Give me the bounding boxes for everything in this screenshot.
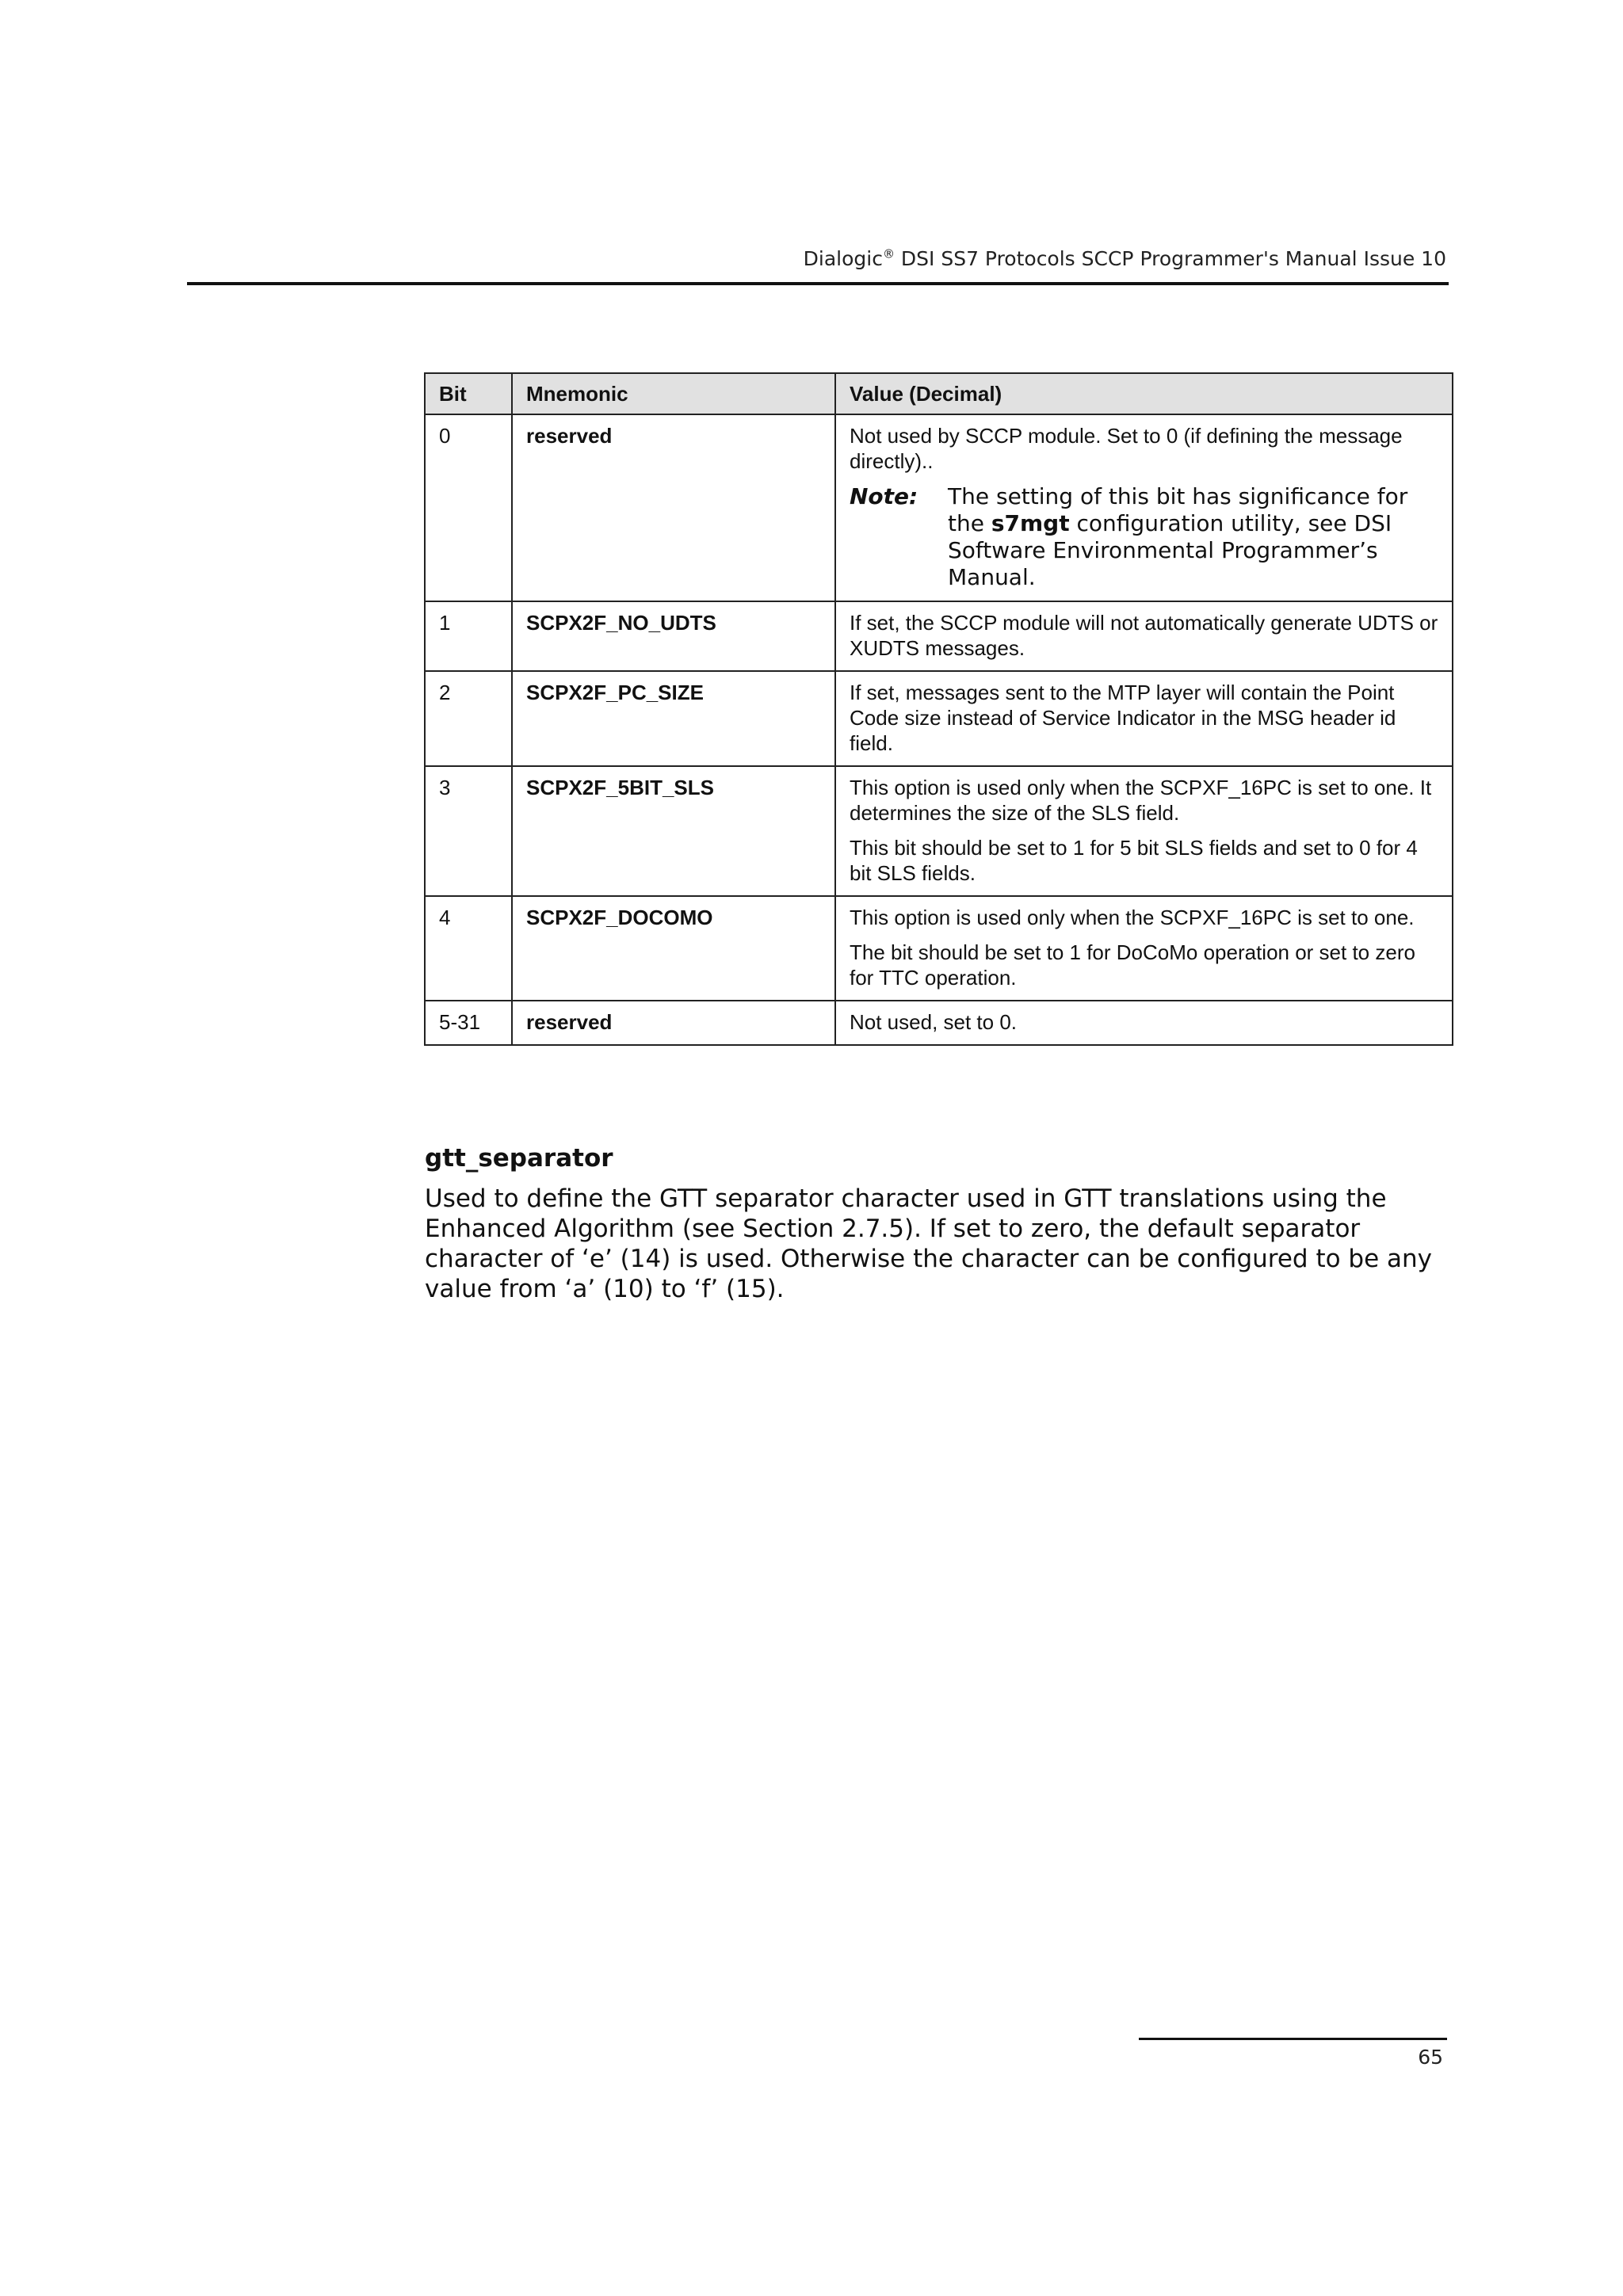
value-cell [835, 1001, 1453, 1045]
note-command-name: s7mgt [991, 510, 1070, 536]
mnemonic-cell: SCPX2F_PC_SIZE [512, 671, 835, 766]
section-heading: gtt_separator [425, 1144, 613, 1173]
bit-cell: 4 [425, 896, 512, 1001]
footer-rule [1139, 2038, 1447, 2040]
value-text: This option is used only when the SCPXF_16PC is set to one. It determines the size of the SLS field. [850, 776, 1432, 825]
value-text: If set, the SCCP module will not automatically generate UDTS or XUDTS messages. [850, 611, 1438, 660]
page-number: 65 [1418, 2046, 1443, 2069]
value-cell [835, 766, 1453, 896]
header-title-prefix: Dialogic [803, 247, 883, 270]
value-text: If set, messages sent to the MTP layer will contain the Point Code size instead of Service Indicator in the MSG header id field. [850, 681, 1396, 755]
mnemonic-cell: SCPX2F_DOCOMO [512, 896, 835, 1001]
table-row [425, 601, 1453, 671]
bit-cell: 1 [425, 601, 512, 671]
value-cell [835, 601, 1453, 671]
table-row [425, 766, 1453, 896]
header-rule [187, 282, 1449, 285]
column-header-bit: Bit [425, 373, 512, 414]
mnemonic-cell: SCPX2F_NO_UDTS [512, 601, 835, 671]
section-body: Used to define the GTT separator character used in GTT translations using the Enhanced Algorithm (see Section 2.7.5). If set to zero, the default separator character of ‘e’ (14) is used. Otherwise the character can be configured to be any value from ‘a’ (10) to ‘f’ (15). [425, 1184, 1433, 1303]
mnemonic-cell: SCPX2F_5BIT_SLS [512, 766, 835, 896]
bit-flags-table [424, 372, 1453, 1046]
bit-cell: 5-31 [425, 1001, 512, 1045]
running-header [804, 247, 1446, 270]
value-text-secondary: This bit should be set to 1 for 5 bit SLS fields and set to 0 for 4 bit SLS fields. [850, 836, 1418, 885]
value-cell [835, 414, 1453, 601]
note-text-start: The setting of this bit has significance for the [948, 483, 1408, 536]
mnemonic-cell: reserved [512, 1001, 835, 1045]
value-text: Not used by SCCP module. Set to 0 (if defining the message directly).. [850, 424, 1403, 473]
table-row [425, 414, 1453, 601]
value-text-secondary: The bit should be set to 1 for DoCoMo operation or set to zero for TTC operation. [850, 940, 1415, 990]
value-text: This option is used only when the SCPXF_16PC is set to one. [850, 906, 1415, 929]
value-cell [835, 896, 1453, 1001]
table-row [425, 1001, 1453, 1045]
column-header-value: Value (Decimal) [835, 373, 1453, 414]
column-header-mnemonic: Mnemonic [512, 373, 835, 414]
note-text [948, 483, 1438, 591]
bit-cell: 0 [425, 414, 512, 601]
bit-cell: 3 [425, 766, 512, 896]
header-title-suffix: DSI SS7 Protocols SCCP Programmer's Manual Issue 10 [894, 247, 1446, 270]
table-header-row [425, 373, 1453, 414]
registered-mark: ® [882, 246, 895, 261]
table-row [425, 896, 1453, 1001]
bit-cell: 2 [425, 671, 512, 766]
value-cell [835, 671, 1453, 766]
note-label: Note: [850, 483, 918, 509]
table-row [425, 671, 1453, 766]
mnemonic-cell: reserved [512, 414, 835, 601]
note-text-end: configuration utility, see DSI Software Environmental Programmer’s Manual. [948, 510, 1392, 590]
value-text: Not used, set to 0. [850, 1010, 1018, 1034]
note-block [850, 483, 1438, 591]
